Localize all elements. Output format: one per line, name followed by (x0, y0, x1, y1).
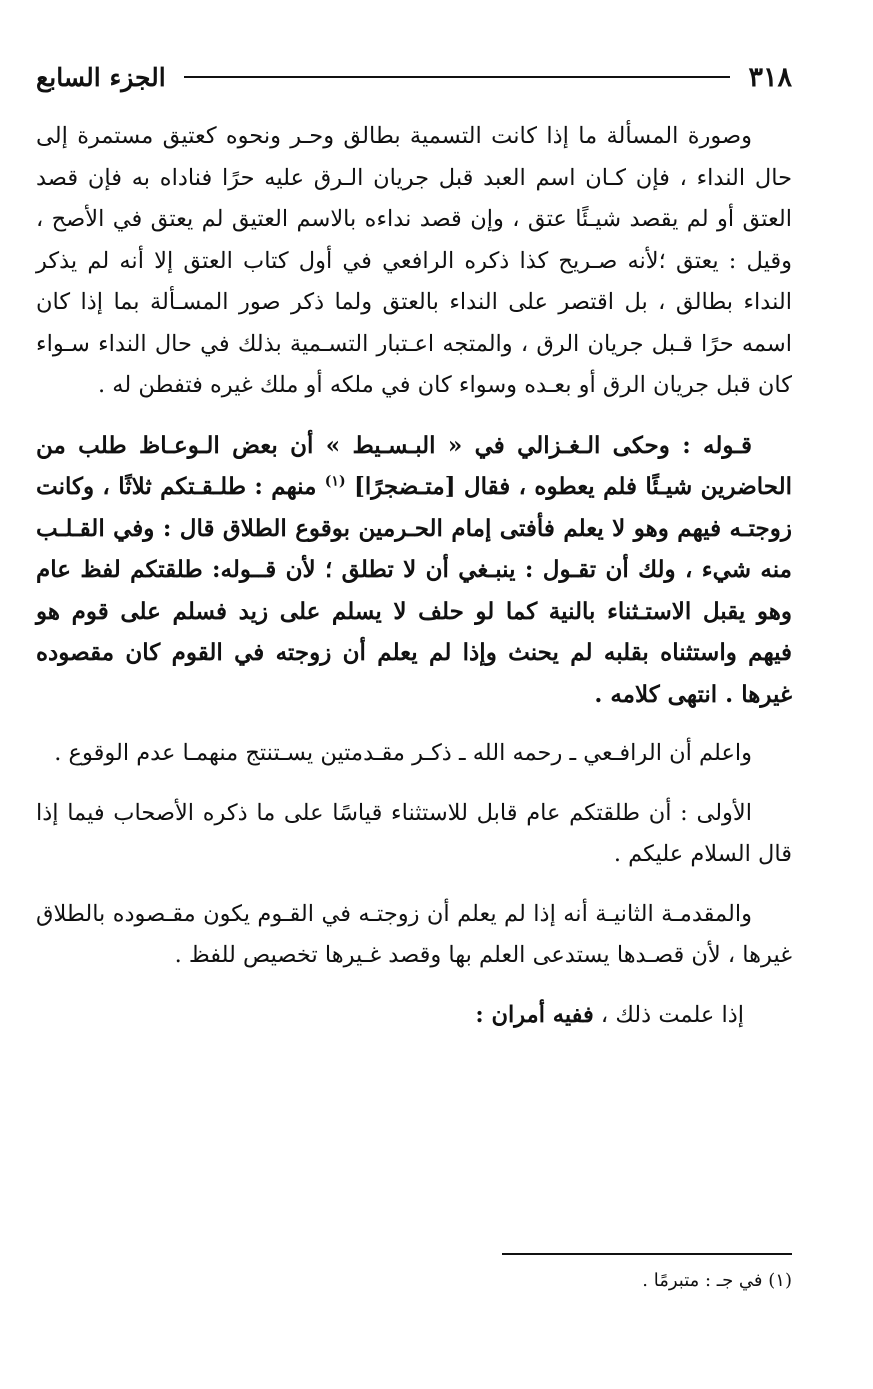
quote-text-before-ref: قـوله : وحكى الـغـزالي في « البـسـيط » أن بعض الـوعـاظ طلب من الحاضرين شيـئًا فلم يعطوه ، فقال [متـضجرًا] (36, 431, 792, 500)
running-title: الجزء السابع (36, 62, 166, 92)
page-header (36, 52, 792, 102)
paragraph-4: الأولى : أن طلقتكم عام قابل للاستثناء قياسًا على ما ذكره الأصحاب فيما إذا قال السلام عليكم . (36, 799, 792, 867)
closing-text: إذا علمت ذلك ، (593, 1001, 744, 1028)
paragraph-2-quote (36, 425, 792, 716)
paragraph-1: وصورة المسألة ما إذا كانت التسمية بطالق وحـر ونحوه كعتيق مستمرة إلى حال النداء ، فإن كـان اسم العبد قبل جريان الـرق عليه حرًا فناداه به فإن قصد العتق أو لم يقصد شيـئًا عتق ، وإن قصد نداءه بالاسم العتيق لم يعتق في الأصح ، وقيل : يعتق ؛لأنه صـريح كذا ذكره الرافعي في أول كتاب العتق إلا أنه لم يذكر النداء بطالق ، بل اقتصر على النداء بالعتق ولما ذكر صور المسـألة بما إذا كان اسمه حرًا قـبل جريان الرق ، والمتجه اعـتبار التسـمية بذلك في حال النداء سـواء كان قبل جريان الرق أو بعـده وسواء كان في ملكه أو ملك غيره فتفطن له . (36, 123, 792, 398)
footnote: (١) في جـ : متبرمًا . (642, 1270, 792, 1291)
page-body (36, 116, 792, 1036)
paragraph-3: واعلم أن الرافـعي ـ رحمه الله ـ ذكـر مقـدمتين يسـتنتج منهمـا عدم الوقوع . (54, 740, 752, 766)
closing-bold-text: ففيه أمران : (475, 1001, 594, 1028)
closing-line (36, 995, 792, 1037)
footnote-reference: (١) (324, 473, 346, 490)
page-number: ٣١٨ (748, 61, 792, 93)
footnote-separator (502, 1253, 792, 1255)
quote-text-after-ref: منهم : طلـقـتكم ثلاثًا ، وكانت زوجتـه فيهم وهو لا يعلم فأفتى إمام الحـرمين بوقوع الطلاق قال : وفي القـلـب منه شيء ، ولك أن تقـول : ينبـغي أن لا تطلق ؛ لأن قــوله: طلقتكم لفظ عام وهو يقبل الاستـثناء بالنية كما لو حلف لا يسلم على زيد فسلم على قوم هو فيهم واستثناه بقلبه لم يحنث وإذا لم يعلم أن زوجته في القوم كان مقصوده غيرها . انتهى كلامه . (36, 473, 792, 708)
paragraph-5: والمقدمـة الثانيـة أنه إذا لم يعلم أن زوجتـه في القـوم يكون مقـصوده بالطلاق غيرها ، لأن قصـدها يستدعى العلم بها وقصد غـيرها تخصيص للفظ . (36, 900, 792, 968)
header-rule (184, 76, 731, 78)
page (36, 52, 792, 1054)
